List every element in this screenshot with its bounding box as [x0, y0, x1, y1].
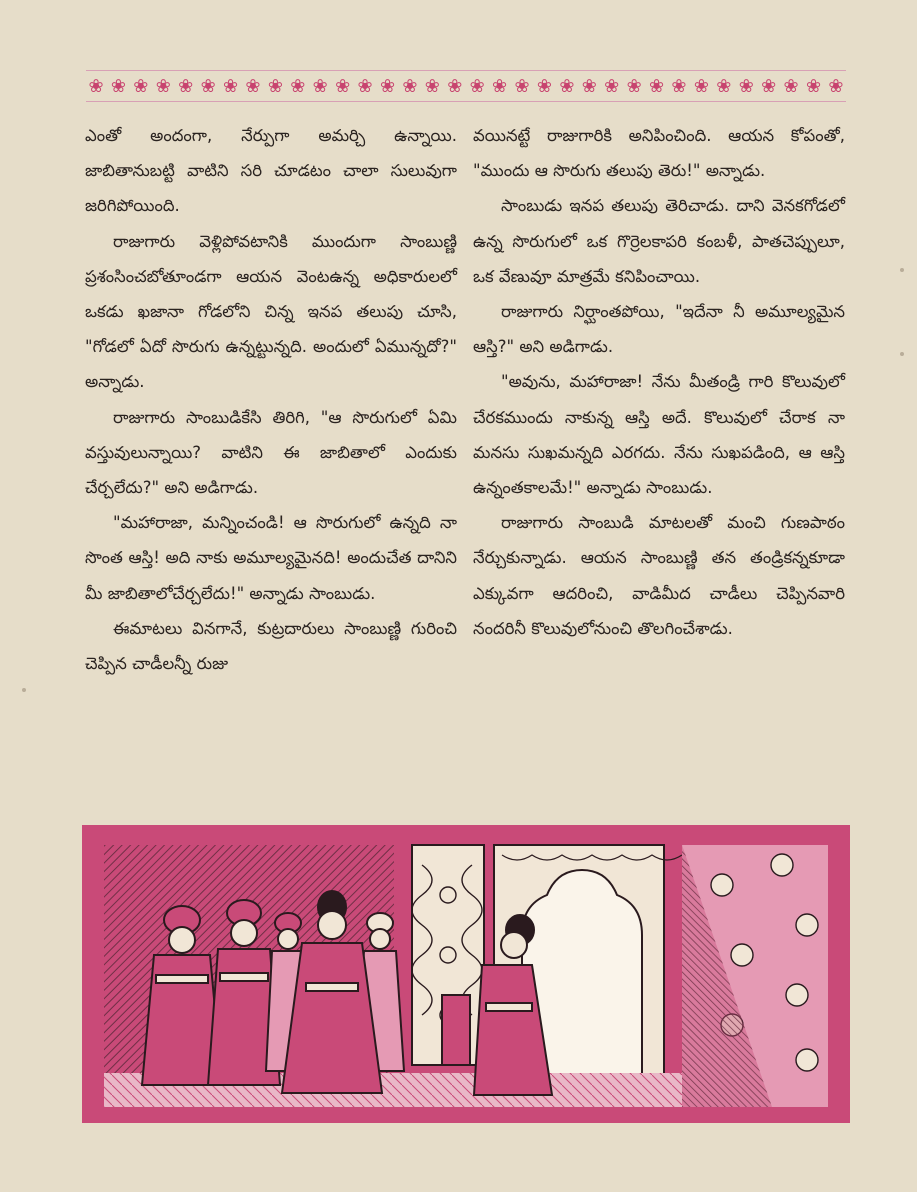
- flower-motif-icon: ❀: [88, 75, 104, 97]
- flower-motif-icon: ❀: [492, 75, 508, 97]
- flower-motif-icon: ❀: [716, 75, 732, 97]
- flower-motif-icon: ❀: [379, 75, 396, 97]
- paragraph: "అవును, మహారాజా! నేను మీతండ్రి గారి కొలువులో చేరకముందు నాకున్న ఆస్తి అదే. కొలువులో చేరాక నా మనసు సుఖమన్నది ఎరగదు. నేను సుఖపడింది, ఆ ఆస్తి ఉన్నంతకాలమే!" అన్నాడు సాంబుడు.: [473, 372, 845, 498]
- flower-motif-icon: ❀: [267, 75, 283, 97]
- story-illustration: [82, 825, 850, 1123]
- flower-motif-icon: ❀: [402, 75, 418, 97]
- flower-motif-icon: ❀: [626, 75, 642, 97]
- flower-motif-icon: ❀: [761, 75, 777, 97]
- paper-speck: [22, 688, 26, 692]
- flower-motif-icon: ❀: [514, 75, 530, 97]
- flower-motif-icon: ❀: [200, 75, 216, 97]
- flower-motif-icon: ❀: [155, 75, 171, 97]
- paragraph: "మహారాజా, మన్నించండి! ఆ సొరుగులో ఉన్నది నా సొంత ఆస్తి! అది నాకు అమూల్యమైనది! అందుచేత దానిని మీ జాబితాలోచేర్చలేదు!" అన్నాడు సాంబుడు.: [85, 513, 457, 603]
- left-text-column: [85, 118, 457, 681]
- flower-motif-icon: ❀: [783, 75, 799, 97]
- paper-speck: [900, 268, 904, 272]
- flower-motif-icon: ❀: [222, 75, 239, 97]
- flower-motif-icon: ❀: [447, 75, 463, 97]
- flower-motif-icon: ❀: [671, 75, 687, 97]
- flower-motif-icon: ❀: [178, 75, 194, 97]
- flower-motif-icon: ❀: [649, 75, 665, 97]
- ornamental-border: [86, 70, 846, 102]
- paragraph: ఎంతో అందంగా, నేర్పుగా అమర్చి ఉన్నాయి. జాబితానుబట్టి వాటిని సరి చూడటం చాలా సులువుగా జరిగిపోయింది.: [85, 126, 457, 216]
- flower-motif-icon: ❀: [110, 75, 126, 97]
- flower-motif-icon: ❀: [245, 75, 261, 97]
- paragraph: ఈమాటలు వినగానే, కుట్రదారులు సాంబుణ్ణి గురించి చెప్పిన చాడీలన్నీ రుజు: [85, 618, 457, 674]
- paragraph: రాజుగారు సాంబుడికేసి తిరిగి, "ఆ సొరుగులో ఏమి వస్తువులున్నాయి? వాటిని ఈ జాబితాలో ఎందుకు చేర్చలేదు?" అని అడిగాడు.: [85, 407, 457, 498]
- flower-motif-icon: ❀: [604, 75, 620, 97]
- flower-motif-icon: ❀: [312, 75, 328, 97]
- flower-motif-icon: ❀: [469, 75, 485, 97]
- paper-speck: [900, 352, 904, 356]
- right-text-column: [473, 118, 845, 646]
- paragraph: రాజుగారు నిర్ఘాంతపోయి, "ఇదేనా నీ అమూల్యమైన ఆస్తి?" అని అడిగాడు.: [473, 302, 845, 357]
- flower-motif-icon: ❀: [738, 75, 754, 97]
- paragraph: వయినట్టే రాజుగారికి అనిపించింది. ఆయన కోపంతో, "ముందు ఆ సొరుగు తలుపు తెరు!" అన్నాడు.: [473, 126, 845, 181]
- paragraph: రాజుగారు సాంబుడి మాటలతో మంచి గుణపాఠం నేర్చుకున్నాడు. ఆయన సాంబుణ్ణి తన తండ్రికన్నకూడా ఎక్కువగా ఆదరించి, వాడిమీద చాడీలు చెప్పినవారి నందరినీ కొలువులోనుంచి తొలగించేశాడు.: [473, 513, 845, 638]
- flower-motif-icon: ❀: [828, 75, 844, 97]
- flower-motif-icon: ❀: [133, 75, 149, 97]
- paragraph: రాజుగారు వెళ్లిపోవటానికి ముందుగా సాంబుణ్ణి ప్రశంసించబోతూండగా ఆయన వెంటఉన్న అధికారులలో ఒకడు ఖజానా గోడలోని చిన్న ఇనప తలుపు చూసి, "గోడలో ఏదో సొరుగు ఉన్నట్టున్నది. అందులో ఏమున్నదో?" అన్నాడు.: [85, 231, 457, 392]
- flower-motif-icon: ❀: [581, 75, 597, 97]
- flower-motif-icon: ❀: [536, 75, 552, 97]
- flower-motif-icon: ❀: [559, 75, 575, 97]
- paragraph: సాంబుడు ఇనప తలుపు తెరిచాడు. దాని వెనకగోడలో ఉన్న సొరుగులో ఒక గొర్రెలకాపరి కంబళీ, పాతచెప్పులూ, ఒక వేణువూ మాత్రమే కనిపించాయి.: [473, 196, 845, 286]
- flower-motif-icon: ❀: [805, 75, 822, 97]
- flower-motif-icon: ❀: [290, 75, 306, 97]
- flower-motif-icon: ❀: [424, 75, 440, 97]
- flower-motif-icon: ❀: [335, 75, 351, 97]
- flower-motif-icon: ❀: [693, 75, 709, 97]
- flower-motif-icon: ❀: [357, 75, 373, 97]
- illustration-drawing: [82, 825, 850, 1123]
